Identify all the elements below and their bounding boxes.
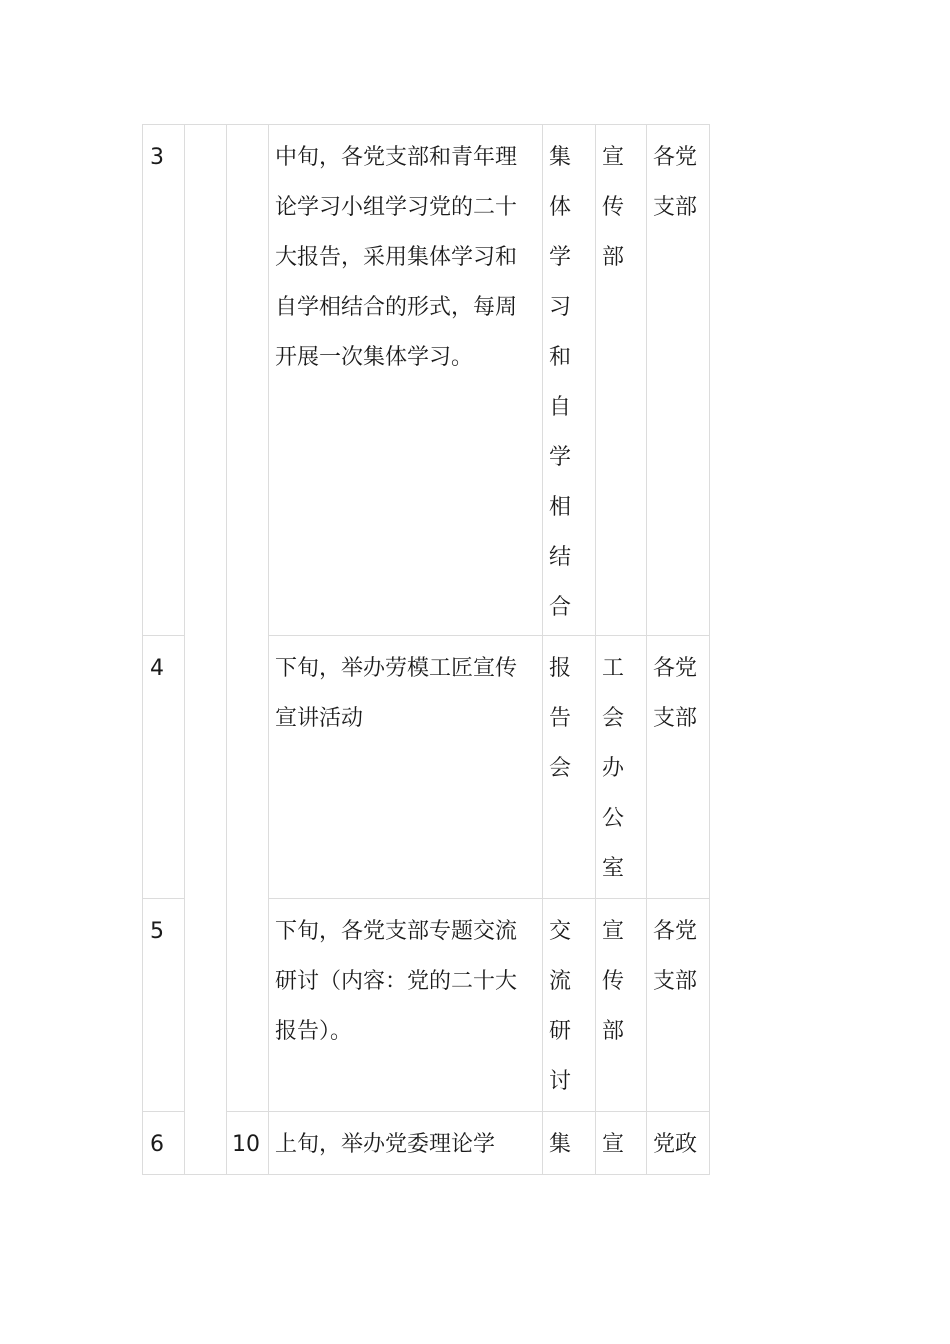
category-cell [185, 125, 227, 1175]
form-cell: 报告会 [543, 636, 596, 899]
month-cell [227, 125, 269, 1112]
form-cell: 交流研讨 [543, 899, 596, 1112]
table-row [143, 1112, 710, 1175]
department-cell: 宣传部 [596, 899, 647, 1112]
form-cell: 集体学习和自学相结合 [543, 125, 596, 636]
content-cell: 下旬，各党支部专题交流研讨（内容：党的二十大报告）。 [269, 899, 543, 1112]
content-cell: 下旬，举办劳模工匠宣传宣讲活动 [269, 636, 543, 899]
responsible-cell: 各党支部 [647, 125, 710, 636]
responsible-cell: 各党支部 [647, 636, 710, 899]
month-cell: 10 [227, 1112, 269, 1175]
content-cell: 中旬，各党支部和青年理论学习小组学习党的二十大报告，采用集体学习和自学相结合的形式，每周开展一次集体学习。 [269, 125, 543, 636]
row-number-cell: 5 [143, 899, 185, 1112]
row-number-cell: 4 [143, 636, 185, 899]
department-cell: 宣 [596, 1112, 647, 1175]
responsible-cell: 各党支部 [647, 899, 710, 1112]
department-cell: 工会办公室 [596, 636, 647, 899]
responsible-cell: 党政 [647, 1112, 710, 1175]
content-cell: 上旬，举办党委理论学 [269, 1112, 543, 1175]
department-cell: 宣传部 [596, 125, 647, 636]
work-plan-table [142, 124, 710, 1175]
row-number-cell: 3 [143, 125, 185, 636]
form-cell: 集 [543, 1112, 596, 1175]
table-row [143, 125, 710, 636]
row-number-cell: 6 [143, 1112, 185, 1175]
